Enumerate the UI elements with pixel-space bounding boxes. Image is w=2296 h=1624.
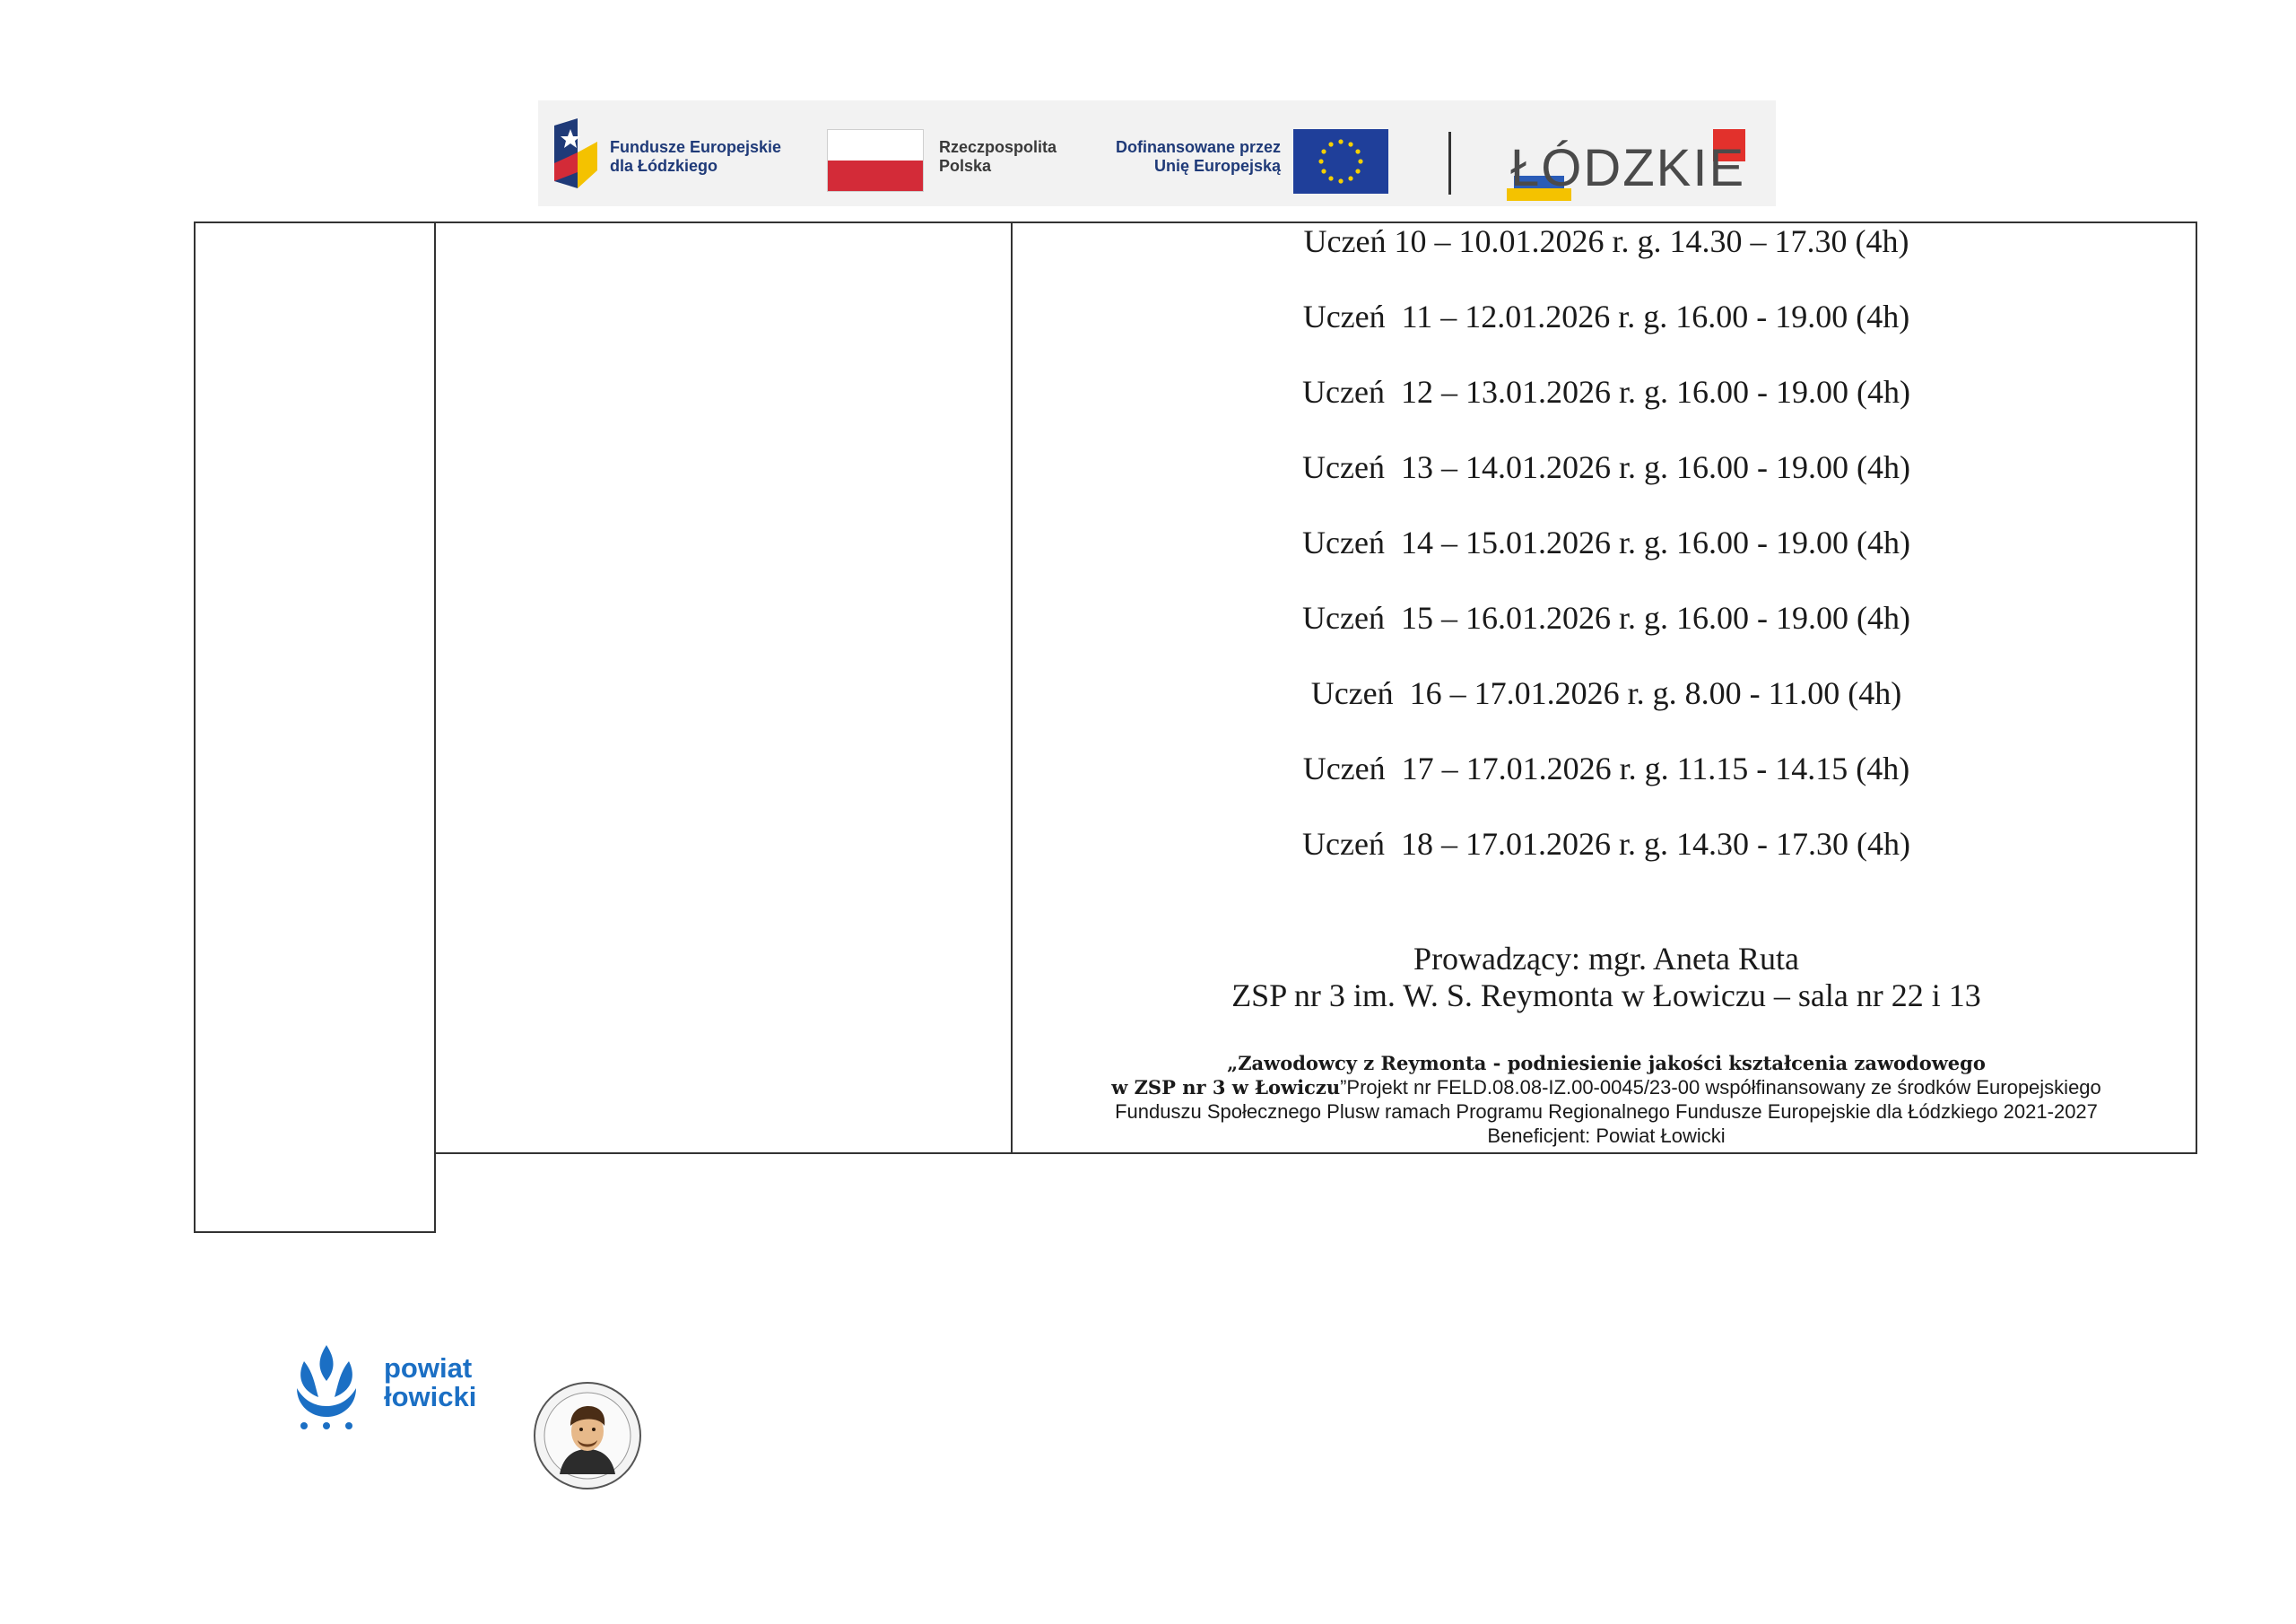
project-title-line: „Zawodowcy z Reymonta - podniesienie jakości kształcenia zawodowego [1227,1052,1986,1074]
project-line-2 [1015,1075,2197,1099]
project-program-line: Funduszu Społecznego Plusw ramach Programu Regionalnego Fundusze Europejskie dla Łódzkiego 2021-2027 [1115,1100,2098,1123]
powiat-lowicki-logo-icon [291,1342,361,1431]
instructor-line: Prowadzący: mgr. Aneta Ruta [1413,941,1799,977]
rzeczpospolita-label: Rzeczpospolita Polska [939,138,1057,175]
eu-flag-icon [1293,129,1388,194]
table-first-col-bottom [194,1231,436,1233]
schedule-entry-7: Uczeń 16 – 17.01.2026 r. g. 8.00 - 11.00 (4h) [1310,675,1902,711]
schedule-entry-3: Uczeń 12 – 13.01.2026 r. g. 16.00 - 19.00 (4h) [1302,374,1910,410]
table-left-border [194,221,196,1233]
project-beneficiary-line: Beneficjent: Powiat Łowicki [1487,1125,1726,1147]
schedule-entry-5: Uczeń 14 – 15.01.2026 r. g. 16.00 - 19.00 (4h) [1302,525,1910,560]
schedule-entry-2: Uczeń 11 – 12.01.2026 r. g. 16.00 - 19.00 (4h) [1302,299,1910,334]
location-line: ZSP nr 3 im. W. S. Reymonta w Łowiczu – sala nr 22 i 13 [1231,977,1981,1013]
project-number-text: ”Projekt nr FELD.08.08-IZ.00-0045/23-00 współfinansowany ze środków Europejskiego [1340,1076,2101,1099]
logo-separator [1448,132,1451,195]
schedule-cell [1015,222,2197,1155]
lodzkie-logo [1507,129,1758,201]
table-col-divider-2 [1011,221,1013,1153]
project-note [1015,1051,2197,1148]
eu-cofunded-label: Dofinansowane przez Unię Europejską [1115,138,1281,175]
fundusze-europejskie-logo-icon [551,117,601,190]
school-seal-portrait-icon [533,1381,642,1490]
fundusze-europejskie-label: Fundusze Europejskie dla Łódzkiego [610,138,782,175]
powiat-lowicki-label: powiat łowicki [384,1352,477,1412]
schedule-entry-4: Uczeń 13 – 14.01.2026 r. g. 16.00 - 19.00 (4h) [1302,449,1910,485]
lodzkie-wordmark: ŁÓDZKIE [1510,139,1746,197]
project-school-name: w ZSP nr 3 w Łowiczu [1111,1076,1341,1099]
table-col-divider-1 [434,221,436,1233]
funding-logo-strip [538,100,1776,206]
schedule-entry-1: Uczeń 10 – 10.01.2026 r. g. 14.30 – 17.30 (4h) [1303,223,1909,259]
schedule-entry-9: Uczeń 18 – 17.01.2026 r. g. 14.30 - 17.30 (4h) [1302,826,1910,862]
schedule-entry-6: Uczeń 15 – 16.01.2026 r. g. 16.00 - 19.00 (4h) [1302,600,1910,636]
schedule-entry-8: Uczeń 17 – 17.01.2026 r. g. 11.15 - 14.15 (4h) [1302,751,1910,786]
poland-flag-icon [827,129,924,192]
